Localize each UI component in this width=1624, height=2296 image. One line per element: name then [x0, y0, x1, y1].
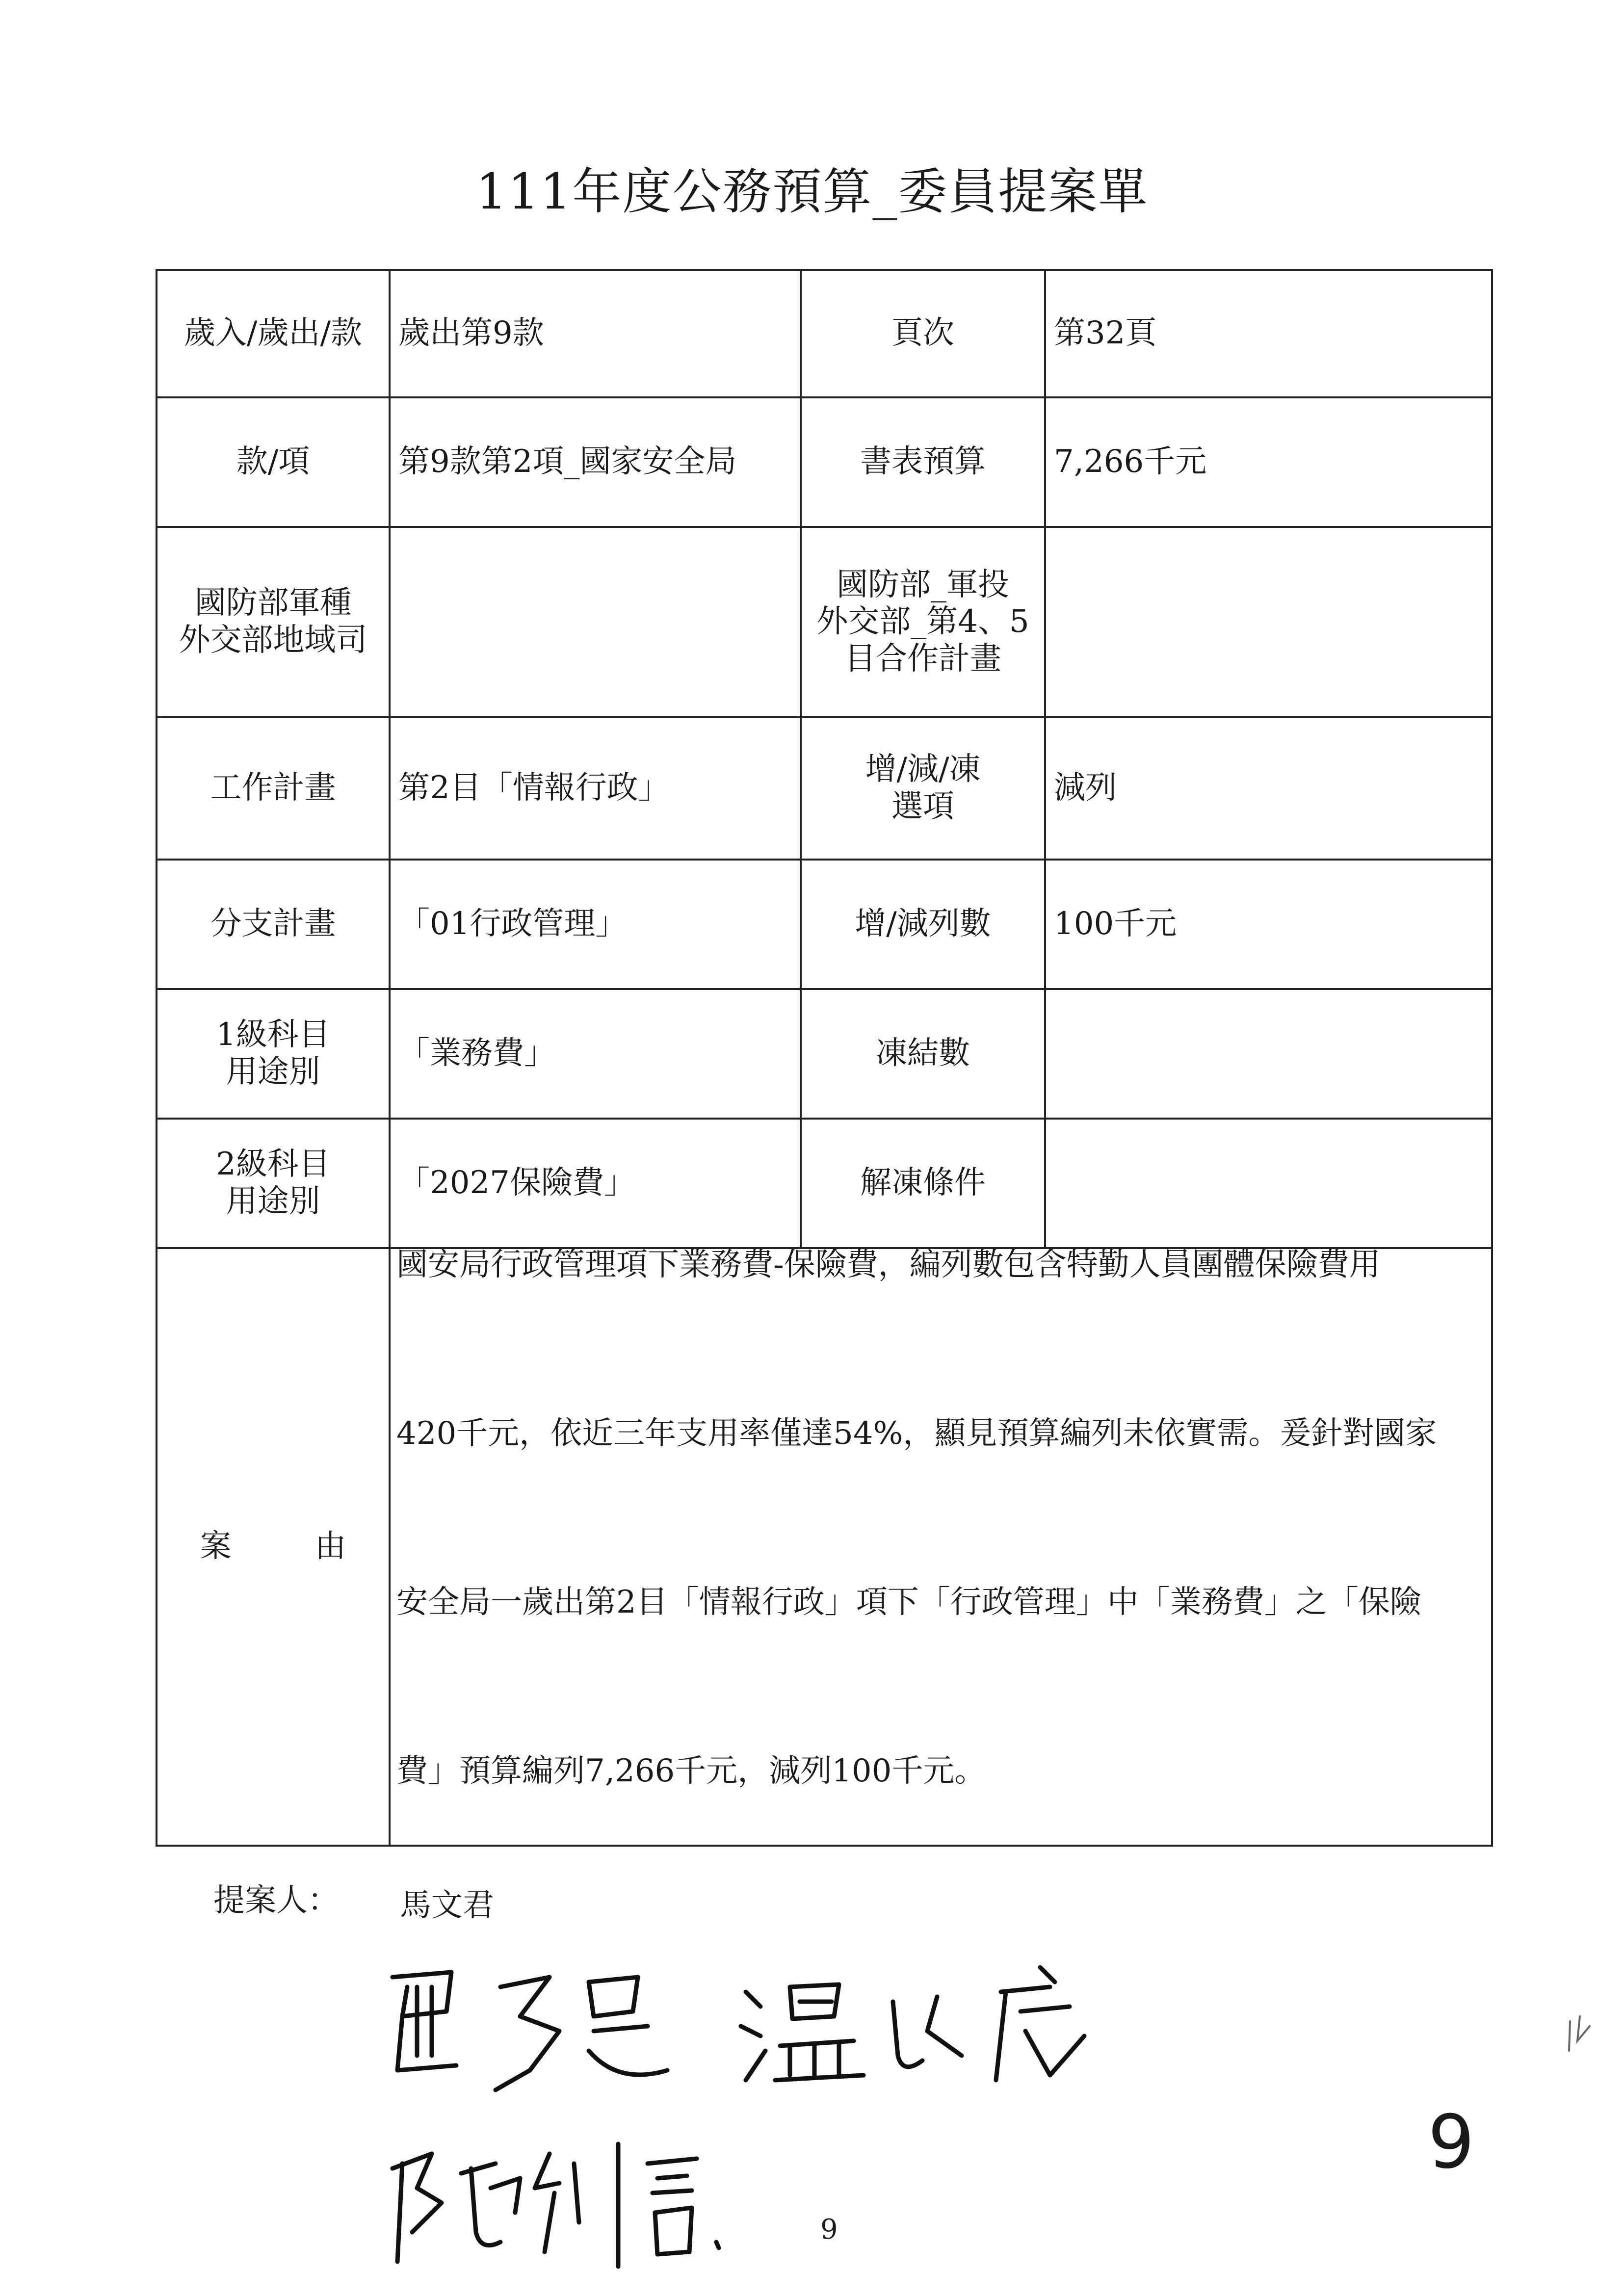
proposer-label: 提案人：	[213, 1882, 339, 1919]
table-row	[157, 270, 1492, 397]
label-unfreeze-condition: 解凍條件	[801, 1119, 1045, 1248]
page-number-handwritten: 9	[1428, 2100, 1475, 2185]
value-budget-amount: 7,266千元	[1045, 397, 1492, 527]
reason-line: 費」預算編列7,266千元，減列100千元。	[396, 1753, 986, 1789]
table-row	[157, 989, 1492, 1119]
label-section-item: 款/項	[157, 397, 390, 527]
table-row	[157, 717, 1492, 860]
value-page: 第32頁	[1045, 270, 1492, 397]
label-adjust-amount: 增/減列數	[801, 860, 1045, 989]
reason-line: 國安局行政管理項下業務費-保險費，編列數包含特勤人員團體保險費用	[396, 1247, 1381, 1283]
label-ministry-branch	[157, 527, 390, 717]
value-revenue-expenditure-section: 歲出第9款	[390, 270, 801, 397]
value-cooperation-plan	[1045, 527, 1492, 717]
label-line: 選項	[891, 788, 954, 825]
form-title: 111年度公務預算_委員提案單	[475, 163, 1149, 220]
reason-line: 420千元，依近三年支用率僅達54%，顯見預算編列未依實需。爰針對國家	[396, 1415, 1437, 1452]
label-line: 目合作計畫	[844, 640, 1001, 677]
reason-line: 安全局一歲出第2目「情報行政」項下「行政管理」中「業務費」之「保險	[396, 1584, 1421, 1620]
value-reason	[390, 1248, 1492, 1846]
label-line: 用途別	[226, 1183, 320, 1220]
label-line: 用途別	[226, 1054, 320, 1090]
value-branch-plan: 「01行政管理」	[390, 860, 801, 989]
page-number: 9	[820, 2214, 838, 2245]
label-level2-subject	[157, 1119, 390, 1248]
label-reason	[157, 1248, 430, 1846]
label-page: 頁次	[801, 270, 1045, 397]
value-freeze-amount	[1045, 989, 1492, 1119]
label-line: 國防部軍種	[194, 585, 352, 622]
signature-1	[393, 1972, 667, 2090]
label-level1-subject	[157, 989, 390, 1119]
signature-2	[741, 1967, 1084, 2080]
label-line: 2級科目	[216, 1146, 330, 1183]
label-line: 1級科目	[216, 1017, 330, 1053]
label-line: 外交部_第4、5	[816, 603, 1029, 640]
label-freeze-amount: 凍結數	[801, 989, 1045, 1119]
stray-mark	[1565, 2011, 1595, 2056]
label-adjust-option	[801, 717, 1045, 860]
table-row	[157, 527, 1492, 717]
value-level1-subject: 「業務費」	[390, 989, 801, 1119]
label-budget-amount: 書表預算	[801, 397, 1045, 527]
value-work-plan: 第2目「情報行政」	[390, 717, 801, 860]
label-reason-text: 案由	[200, 1528, 430, 1565]
proposer-name: 馬文君	[400, 1887, 494, 1924]
value-unfreeze-condition	[1045, 1119, 1492, 1248]
value-section-item: 第9款第2項_國家安全局	[390, 397, 801, 527]
label-branch-plan: 分支計畫	[157, 860, 390, 989]
label-line: 外交部地域司	[179, 622, 367, 658]
label-cooperation-plan	[801, 527, 1045, 717]
table-row	[157, 860, 1492, 989]
value-ministry-branch	[390, 527, 801, 717]
table-row	[157, 1119, 1492, 1248]
value-adjust-option: 減列	[1045, 717, 1492, 860]
signature-3	[393, 2144, 719, 2267]
label-line: 增/減/凍	[865, 751, 981, 788]
proposal-form-table	[156, 269, 1493, 1847]
table-row	[157, 397, 1492, 527]
value-adjust-amount: 100千元	[1045, 860, 1492, 989]
label-revenue-expenditure-section: 歲入/歲出/款	[157, 270, 390, 397]
handwritten-signatures	[373, 1957, 1207, 2281]
label-work-plan: 工作計畫	[157, 717, 390, 860]
table-row	[157, 1248, 1492, 1846]
label-line: 國防部_軍投	[837, 566, 1009, 603]
value-level2-subject: 「2027保險費」	[390, 1119, 801, 1248]
